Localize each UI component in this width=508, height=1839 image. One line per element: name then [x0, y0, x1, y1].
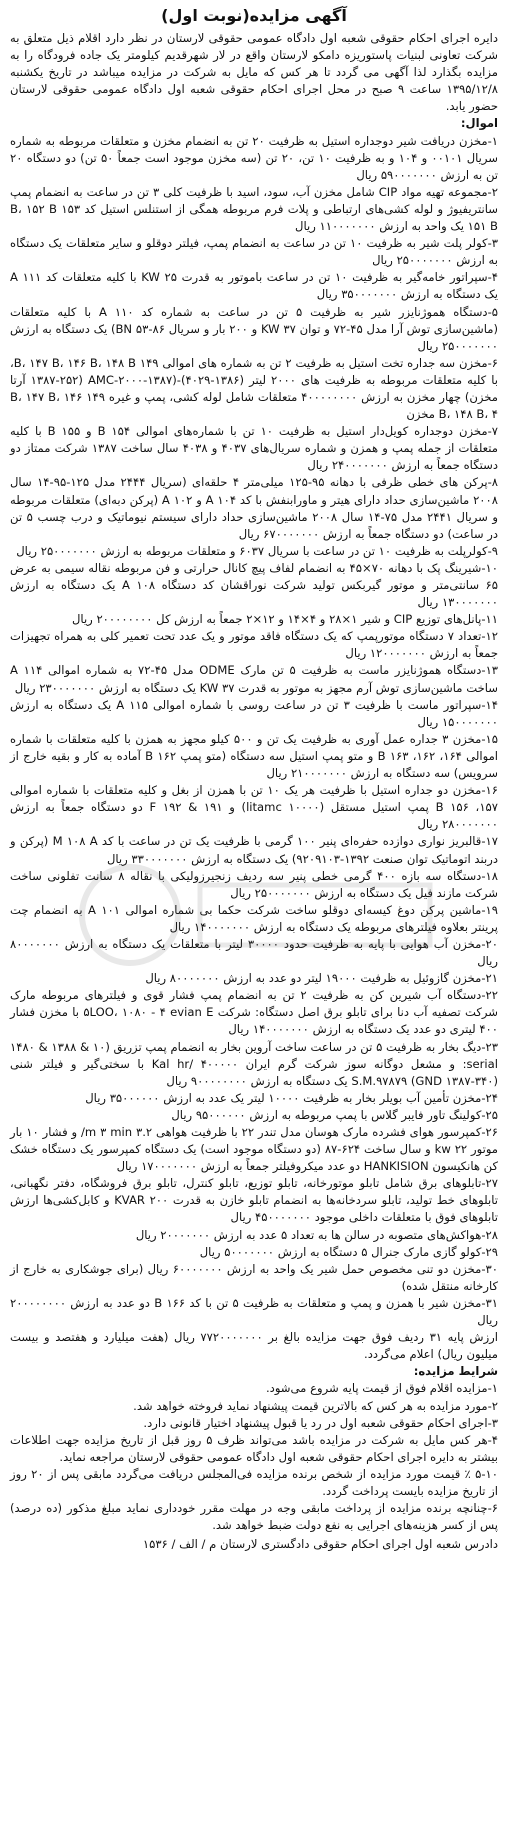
list-item: ۶-مخزن سه جداره تخت استیل به ظرفیت ۲ تن به شماره های اموالی ۱۴۹ B، ۱۴۷ B، ۱۴۶ B، ۱۴۸ B، با کلیه متعلقات مربوطه به ظرفیت های ۲۰۰۰ لیتر (۱۳۸۶-۴۰۲۹)-(۱۳۸۷-۲۰۰۰-AMC (۱۳۸۷-۲۵۲ آرتا مخزن) چهار مخزن به ارزش ۴۰۰۰۰۰۰۰۰ متعلقات شامل لوله کشی، پمپ و غیره ۱۴۹ B، ۱۴۷ B، ۱۴۶ B، ۱۴۸ B، ۴ مخزن	[10, 355, 498, 422]
list-item: ۲۶-کمپرسور هوای فشرده مارک هوسان مدل تندر ۲۲ با ظرفیت هواهی ۳.۲ m ۳ min/ و فشار ۱۰ بار موتور ۲۲ kw و سال ساخت ۶۲۴-۸۷ (دو دستگاه موجود است) یک دستگاه کمپرسور یک دستگاه خشک کن هانکیسون HANKISION دو عدد میکروفیلتر جمعاً به ارزش ۱۷۰۰۰۰۰۰۰ ریال	[10, 1125, 499, 1174]
notice-intro: دایره اجرای احکام حقوقی شعبه اول دادگاه عمومی حقوقی لارستان در نظر دارد اقلام ذیل متعلق به شرکت تعاونی لبنیات پاستوریزه دامکو لارستان واقع در لار شهرقدیم کیلومتر یک جاده فرودگاه را به مزایده بگذارد لذا آگهی می گردد تا هر کس که مایل به شرکت در مزایده میباشد در تاریخ یکشنبه ۱۳۹۵/۱۲/۸ ساعت ۹ صبح در محل اجرای احکام حقوقی شعبه اول دادگاه عمومی حقوقی لارستان حضور یابد.	[10, 31, 499, 114]
list-item: ۵-دستگاه هموژنایزر شیر به ظرفیت ۵ تن در ساعت به شماره کد ۱۱۰ A با کلیه متعلقات (ماشین‌سازی توش آرا مدل ۴۵-۷۲ و توان ۳۷ KW و ۲۰۰ بار و سریال ۸۶-۵۳ BN) یک دستگاه به ارزش ۲۵۰۰۰۰۰۰۰ ریال	[10, 304, 499, 353]
condition-item: ۵-۱۰ ٪ قیمت مورد مزایده از شخص برنده مزایده فی‌المجلس دریافت می‌گردد مابقی پس از ۲۰ روز از تاریخ مزایده بایست پرداخت گردد.	[10, 1466, 498, 1498]
notice-title: آگهی مزایده(نوبت اول)	[161, 6, 347, 25]
list-item: ۲-مجموعه تهیه مواد CIP شامل مخزن آب، سود، اسید با ظرفیت کلی ۳ تن در ساعت به انضمام پمپ سانتریفیوژ و لوله کشی‌های ارتباطی و پلات فرم مربوطه همگی از استنلس استیل کد ۱۵۳ B، ۱۵۲ B ۱۵۱ B یک واحد به ارزش ۱۱۰۰۰۰۰۰۰ ریال	[10, 184, 499, 234]
list-item: ۲۱-مخزن گازوئیل به ظرفیت ۱۹۰۰۰ لیتر دو عدد به ارزش ۸۰۰۰۰۰۰۰ ریال	[145, 971, 498, 986]
list-item: ۷-مخزن دوجداره کویل‌دار استیل به ظرفیت ۱۰ تن با شماره‌های اموالی ۱۵۴ B و ۱۵۵ B با کلیه متعلقات از جمله پمپ و همزن و شماره سریال‌های ۴۰۳۷ و ۴۰۳۸ سال ساخت ۱۳۸۷ شرکت ممتاز دو دستگاه جمعاً به ارزش ۲۴۰۰۰۰۰۰۰ ریال	[10, 424, 499, 473]
list-item: ۲۵-کولینگ تاور فایبر گلاس با پمپ مربوطه به ارزش ۹۵۰۰۰۰۰۰ ریال	[171, 1107, 498, 1122]
list-item: ۸-پرکن های خطی ظرفی با دهانه ۹۵-۱۲۵ میلی‌متر ۴ حلقه‌ای (سریال ۲۴۴۴ مدل ۱۲۵-۹۵-۱۴ سال ۲۰۰۸ ماشین‌سازی حداد دارای هیتر و ماورابنفش با کد ۱۰۴ A و ۱۰۲ A (پرکن دبه‌ای) متعلقات مربوطه و سریال ۲۴۴۱ مدل ۷۵-۱۴ سال ۲۰۰۸ ماشین‌سازی حداد دارای سیستم نیوماتیک و درب چسب ۵ تن در ساعت) دو دستگاه جمعاً به ارزش ۶۷۰۰۰۰۰۰۰ ریال	[10, 475, 499, 541]
list-item: ۲۴-مخزن تأمین آب بویلر بخار به ظرفیت ۱۰۰۰۰ لیتر یک عدد به ارزش ۳۵۰۰۰۰۰۰ ریال	[85, 1090, 498, 1105]
list-item: ۱۷-قالبریز نواری دوازده حفره‌ای پنیر ۱۰۰ گرمی با ظرفیت یک تن در ساعت با کد M ۱۰۸ A (پرکن و دربند اتوماتیک توان صنعت ۱۳۹۲-۹۲۰۹۱۰۳) یک دستگاه به ارزش ۳۳۰۰۰۰۰۰۰ ریال	[10, 834, 498, 866]
notice-footer: دادرس شعبه اول اجرای احکام حقوقی دادگستری لارستان م / الف / ۱۵۳۶	[142, 1537, 498, 1552]
condition-item: ۶-چنانچه برنده مزایده از پرداخت مابقی وجه در مهلت مقرر خودداری نماید مبلغ مذکور (ده درصد) پس از کسر هزینه‌های اجرایی به نفع دولت ضبط خواهد شد.	[10, 1501, 498, 1533]
list-item: ۱۴-سپراتور ماست با ظرفیت ۳ تن در ساعت روسی با شماره اموالی ۱۱۵ A یک دستگاه به ارزش ۱۵۰۰۰۰۰۰۰ ریال	[10, 697, 498, 729]
list-item: ۱۰-شیرینگ پک با دهانه ۷۰×۴۵ به انضمام لفاف پیچ کانال حرارتی و فن مربوطه نقاله سیمی به عرض ۶۵ سانتی‌متر و موتور گیربکس تولید شرکت نوراقشان کد دستگاه ۱۰۸ A یک دستگاه به ارزش ۱۳۰۰۰۰۰۰۰ ریال	[10, 560, 498, 610]
list-item: ۲۳-دیگ بخار به ظرفیت ۵ تن در ساعت ساخت آروین بخار به انضمام پمپ تزریق (۱۰ & ۱۳۸۸ & ۱۴۸۰ serial: و مشعل دوگانه سوز شرکت گرم ایران ۴۰۰۰۰۰ /Kal hr با سختی‌گیر و فیلتر شنی S.M.۹۷۸۷۹ (GND ۱۳۸۷-۳۴۰) یک دستگاه به ارزش ۹۰۰۰۰۰۰۰۰ ریال	[10, 1039, 498, 1088]
conditions-list	[10, 1380, 498, 1534]
list-item: ۲۷-تابلوهای برق شامل تابلو موتورخانه، تابلو توزیع، تابلو کنترل، تابلو برق فروشگاه، دفتر نگهبانی، تابلوهای خط تولید، تابلو سردخانه‌ها به انضمام تابلو خازن به قدرت ۲۰۰ KVAR و کابل‌کشی‌ها ارزش تابلوهای فوق با متعلقات داخلی موجود ۴۵۰۰۰۰۰۰۰ ریال	[10, 1176, 498, 1225]
list-item: ۲۰-مخزن آب هوایی با پایه به ظرفیت حدود ۳۰۰۰۰ لیتر با متعلقات یک دستگاه به ارزش ۸۰۰۰۰۰۰۰ ریال	[10, 936, 498, 969]
list-item: ۴-سپراتور خامه‌گیر به ظرفیت ۱۰ تن در ساعت باموتور به قدرت ۲۵ KW با کلیه متعلقات کد ۱۱۱ A یک دستگاه به ارزش ۳۵۰۰۰۰۰۰۰ ریال	[10, 270, 499, 302]
total-value: ارزش پایه ۳۱ ردیف فوق جهت مزایده بالغ بر ۷۷۲۰۰۰۰۰۰۰ ریال (هفت میلیارد و هفتصد و بیست میلیون ریال) اعلام می‌گردد.	[10, 1330, 498, 1362]
list-item: ۳۱-مخزن شیر با همزن و پمپ و متعلقات به ظرفیت ۵ تن با کد ۱۶۶ B دو عدد به ارزش ۲۰۰۰۰۰۰۰۰ ریال	[10, 1295, 498, 1328]
list-item: ۱۹-ماشین پرکن دوغ کیسه‌ای دوقلو ساخت شرکت حکما بی شماره اموالی ۱۰۱ A به انضمام چت پرینتر بعلاوه فیلترهای مربوطه یک دستگاه به ارزش ۱۴۰۰۰۰۰۰۰ ریال	[10, 902, 499, 934]
list-item: ۱۳-دستگاه هموژنایزر ماست به ظرفیت ۵ تن مارک ODME مدل ۴۵-۷۲ به شماره اموالی ۱۱۴ A ساخت ماشین‌سازی توش آرم مجهز به موتور به قدرت ۳۷ KW یک دستگاه به ارزش ۲۳۰۰۰۰۰۰۰ ریال	[10, 663, 499, 695]
list-item: ۳-کولر پلت شیر به ظرفیت ۱۰ تن در ساعت به انضمام پمپ، فیلتر دوقلو و سایر متعلقات یک دستگاه به ارزش ۲۵۰۰۰۰۰۰۰ ریال	[10, 236, 498, 268]
condition-item: ۴-هر کس مایل به شرکت در مزایده باشد می‌تواند ظرف ۵ روز قبل از تاریخ مزایده جهت اطلاعات بیشتر به دایره اجرای احکام حقوقی شعبه اول دادگاه عمومی حقوقی لارستان مراجعه نماید.	[10, 1432, 498, 1464]
list-item: ۱-مخزن دریافت شیر دوجداره استیل به ظرفیت ۲۰ تن به انضمام مخزن و متعلقات مربوطه به شماره سریال ۰۰۱۰۱ و ۱۰۴ و به ظرفیت ۱۰ تن، ۲۰ تن (سه مخزن موجود است جمعاً ۵۰ تن) دو دستگاه ۲۰ تن به ارزش ۵۹۰۰۰۰۰۰۰ ریال	[10, 133, 498, 182]
list-item: ۱۱-پانل‌های توزیع CIP و شیر ۱×۲۸ و ۴×۱۴ و ۱۲×۲ جمعاً به ارزش کل ۲۰۰۰۰۰۰۰۰ ریال	[71, 612, 498, 627]
conditions-label: شرایط مزایده:	[413, 1364, 498, 1379]
list-item: ۲۸-هواکش‌های متصوبه در سالن ها به تعداد ۵ عدد به ارزش ۲۰۰۰۰۰۰۰ ریال	[135, 1227, 498, 1242]
list-item: ۲۹-کولو گازی مارک جنرال ۵ دستگاه به ارزش ۵۰۰۰۰۰۰۰ ریال	[199, 1244, 498, 1259]
list-item: ۱۸-دستگاه سه بازه ۴۰۰ گرمی خطی پنیر سه ردیف زنجیرزولیکی با نقاله ۸ سانت تفلونی ساخت شرکت مازند فیل یک دستگاه به ارزش ۲۵۰۰۰۰۰۰۰ ریال	[10, 868, 498, 900]
list-item: ۱۶-مخزن دو جداره استیل با ظرفیت هر یک ۱۰ تن با همزن از بغل و کلیه متعلقات با شماره اموالی ۱۵۷، ۱۵۶ B پمپ استیل مستقل (۱۰۰۰۰ litamc) و ۱۹۱ & ۱۹۲ F دو دستگاه جمعاً به ارزش ۲۸۰۰۰۰۰۰۰ ریال	[10, 783, 498, 832]
list-item: ۱۲-تعداد ۷ دستگاه موتورپمپ که یک دستگاه فاقد موتور و یک عدد تحت تعمیر کلی به همراه تجهیزات جمعاً به ارزش ۱۲۰۰۰۰۰۰۰ ریال	[10, 629, 498, 661]
condition-item: ۱-مزایده اقلام فوق از قیمت پایه شروع می‌شود.	[265, 1381, 498, 1396]
list-item: ۳۰-مخزن دو تنی مخصوص حمل شیر یک واحد به ارزش ۶۰۰۰۰۰۰۰ ریال (برای جوشکاری به خارج از کارخانه منتقل شده)	[10, 1261, 499, 1293]
condition-item: ۲-مورد مزایده به هر کس که بالاترین قیمت پیشنهاد نماید فروخته خواهد شد.	[133, 1398, 498, 1413]
condition-item: ۳-اجرای احکام حقوقی شعبه اول در رد یا قبول پیشنهاد اختیار قانونی دارد.	[143, 1415, 498, 1430]
list-item: ۲۲-دستگاه آب شیرین کن به ظرفیت ۲ تن به انضمام پمپ فشار قوی و فیلترهای مربوطه مارک شرکت تصفیه آب دنا برای تابلو برق اصل دستگاه: شرکت ۵LOO، ۱۰۸۰ - ۴ evian E با مخزن فشار ۴۰۰ لیتری دو عدد یک دستگاه به ارزش ۱۴۰۰۰۰۰۰۰ ریال	[10, 988, 498, 1037]
list-item: ۱۵-مخزن ۳ جداره عمل آوری به ظرفیت یک تن و ۵۰۰ کیلو مجهز به همزن با کلیه متعلقات با شماره اموالی ۱۶۴، ۱۶۲، ۱۶۳ B و متو پمپ استیل سه دستگاه (متو پمپ ۱۶۲ B آماده به کار و بقیه خارج از سرویس) سه دستگاه به ارزش ۲۱۰۰۰۰۰۰۰ ریال	[10, 731, 499, 781]
items-label: اموال:	[460, 116, 498, 131]
list-item: ۹-کولرپلت به ظرفیت ۱۰ تن در ساعت با سریال ۶۰۳۷ و متعلقات مربوطه به ارزش ۲۵۰۰۰۰۰۰۰ ریال	[16, 543, 498, 558]
items-list	[10, 133, 498, 1330]
